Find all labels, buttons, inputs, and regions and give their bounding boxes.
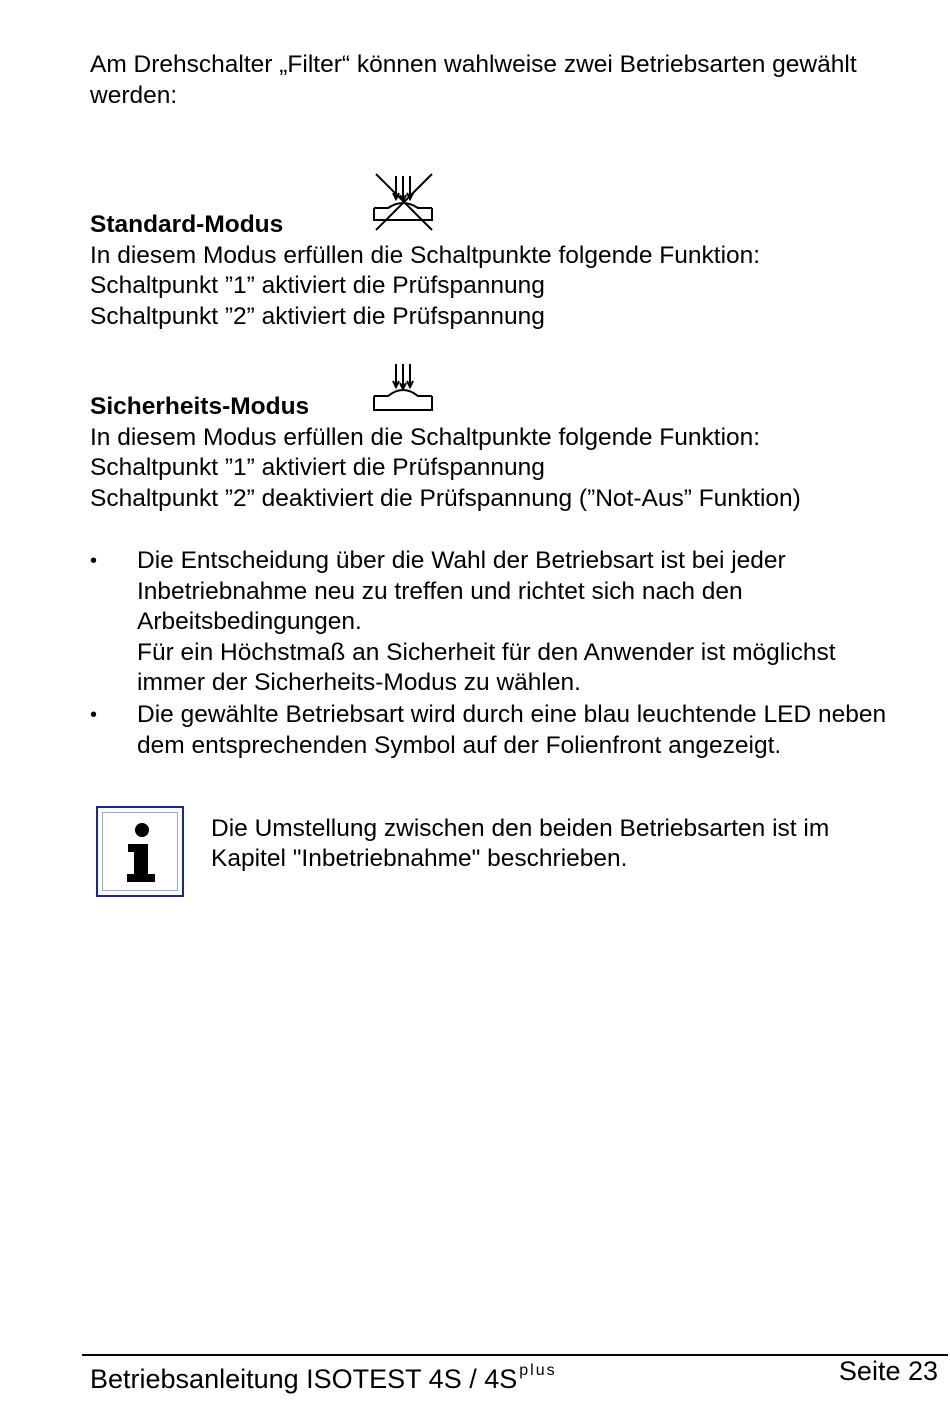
footer-title-text: Betriebsanleitung ISOTEST 4S / 4S xyxy=(90,1364,518,1394)
safety-mode-line-2: Schaltpunkt ”1” aktiviert die Prüfspannung xyxy=(90,454,545,481)
bullet-item-2 xyxy=(137,700,950,761)
bullet-1-line-2: Inbetriebnahme neu zu treffen und richtet sich nach den xyxy=(137,577,743,605)
page-number: Seite 23 xyxy=(838,1356,938,1386)
safety-mode-heading: Sicherheits-Modus xyxy=(90,393,310,420)
safety-mode-symbol-icon xyxy=(370,362,436,414)
standard-mode-line-3: Schaltpunkt ”2” aktiviert die Prüfspannung xyxy=(90,303,545,330)
info-glyph-icon xyxy=(98,808,182,895)
bullet-1-line-1: Die Entscheidung über die Wahl der Betriebsart ist bei jeder xyxy=(137,547,786,574)
safety-mode-line-1: In diesem Modus erfüllen die Schaltpunkte folgende Funktion: xyxy=(90,424,761,451)
bullet-1-line-5: immer der Sicherheits-Modus zu wählen. xyxy=(137,669,581,696)
footer-title-superscript: plus xyxy=(519,1362,557,1379)
intro-line-2: werden: xyxy=(90,82,178,109)
footer-title xyxy=(90,1354,557,1396)
intro-line-1: Am Drehschalter „Filter“ können wahlweise zwei Betriebsarten gewählt xyxy=(90,51,857,78)
standard-mode-symbol-icon xyxy=(370,172,436,234)
bullet-1-line-3: Arbeitsbedingungen. xyxy=(137,608,362,635)
standard-mode-line-1: In diesem Modus erfüllen die Schaltpunkte folgende Funktion: xyxy=(90,242,761,269)
bullet-marker: • xyxy=(90,704,98,726)
bullet-1-line-4: Für ein Höchstmaß an Sicherheit für den Anwender ist möglichst xyxy=(137,638,836,666)
info-icon xyxy=(96,806,184,897)
bullet-marker: • xyxy=(90,550,98,572)
bullet-2-line-2: dem entsprechenden Symbol auf der Folienfront angezeigt. xyxy=(137,731,782,759)
standard-mode-line-2: Schaltpunkt ”1” aktiviert die Prüfspannung xyxy=(90,272,545,299)
info-text-line-2: Kapitel "Inbetriebnahme" beschrieben. xyxy=(211,845,628,872)
bullet-item-1 xyxy=(137,546,950,699)
standard-mode-heading: Standard-Modus xyxy=(90,211,284,238)
bullet-2-line-1: Die gewählte Betriebsart wird durch eine blau leuchtende LED neben xyxy=(137,701,887,728)
safety-mode-line-3: Schaltpunkt ”2” deaktiviert die Prüfspannung (”Not-Aus” Funktion) xyxy=(90,485,801,512)
info-text-line-1: Die Umstellung zwischen den beiden Betriebsarten ist im xyxy=(211,815,830,842)
